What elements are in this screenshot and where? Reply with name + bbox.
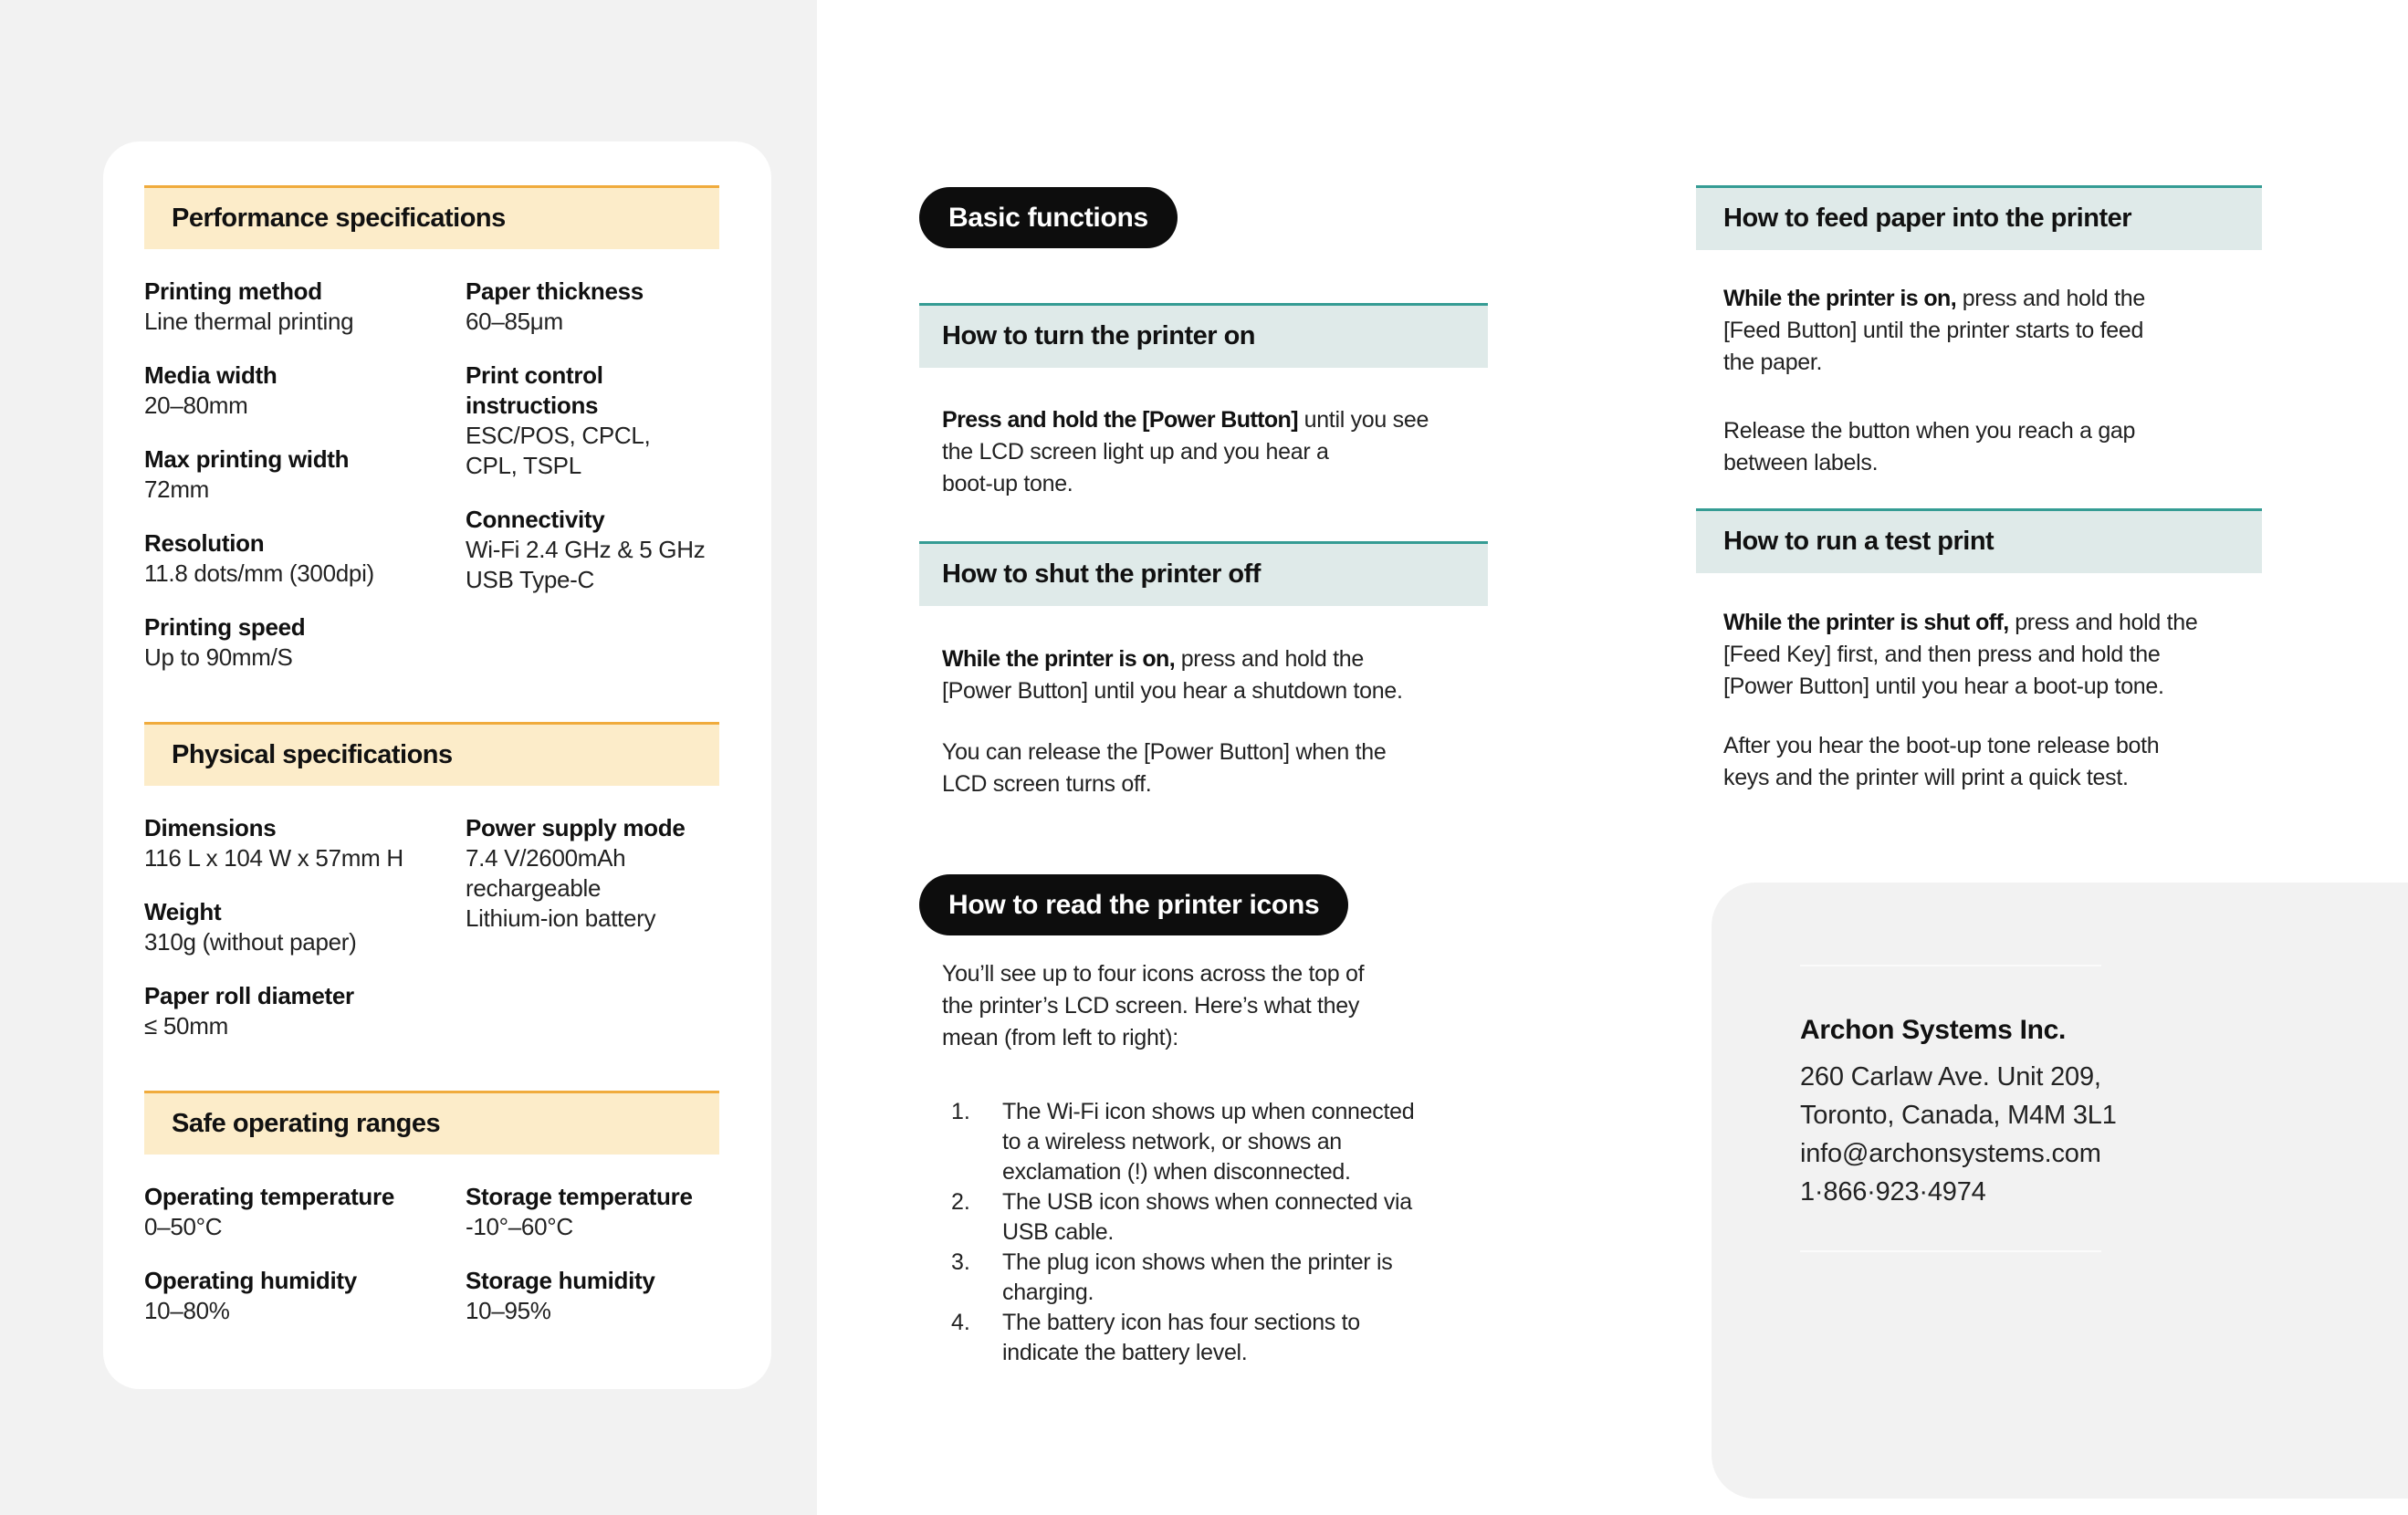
spec-row: [466, 277, 710, 337]
spec-row: [144, 813, 466, 873]
test-print-paragraph-1: [1723, 607, 2198, 703]
spec-row: [144, 612, 466, 673]
list-item-number: 1.: [951, 1099, 970, 1124]
spec-value: 20–80mm: [144, 392, 248, 419]
test-print-paragraph-2: [1723, 730, 2159, 794]
spec-row: [144, 444, 466, 505]
performance-specifications-heading: Performance specifications: [144, 185, 719, 249]
specifications-card: [103, 141, 771, 1389]
spec-label: Dimensions: [144, 814, 277, 841]
paragraph-line: While the printer is shut off, press and hold the: [1723, 610, 2198, 635]
spec-value: 11.8 dots/mm (300dpi): [144, 559, 374, 587]
spec-label: Printing method: [144, 277, 322, 305]
spec-value: 7.4 V/2600mAh: [466, 844, 626, 872]
spec-row: [466, 1182, 710, 1242]
basic-functions-pill: Basic functions: [919, 187, 1178, 248]
how-to-shut-off-heading: How to shut the printer off: [919, 541, 1488, 606]
paragraph-line: between labels.: [1723, 450, 1879, 475]
paragraph-line: Press and hold the [Power Button] until you see: [942, 407, 1429, 433]
paragraph-line: [Power Button] until you hear a boot-up tone.: [1723, 674, 2164, 699]
list-item-text: The USB icon shows when connected via USB cable.: [1002, 1189, 1412, 1245]
paragraph-line: [Power Button] until you hear a shutdown tone.: [942, 678, 1403, 704]
safe-ranges-columns: [144, 1182, 719, 1350]
list-item-number: 2.: [951, 1189, 970, 1215]
shut-off-paragraph-2: [942, 737, 1387, 800]
paragraph-line: the LCD screen light up and you hear a: [942, 439, 1329, 465]
company-address-line: Toronto, Canada, M4M 3L1: [1800, 1101, 2117, 1130]
spec-row: [144, 277, 466, 337]
how-to-feed-paper-heading: How to feed paper into the printer: [1696, 185, 2262, 250]
paragraph-line: LCD screen turns off.: [942, 771, 1152, 797]
spec-value: 10–80%: [144, 1297, 230, 1324]
paragraph-line: While the printer is on, press and hold the: [942, 646, 1365, 672]
shut-off-paragraph-1: [942, 643, 1403, 707]
spec-row: [144, 981, 466, 1041]
spec-value: ESC/POS, CPCL,: [466, 422, 651, 449]
physical-specifications-heading: Physical specifications: [144, 722, 719, 786]
list-item: [951, 1097, 1414, 1187]
contact-top-divider: [1800, 965, 2101, 966]
paragraph-line: [Feed Key] first, and then press and hold the: [1723, 642, 2161, 667]
spec-value: -10°–60°C: [466, 1213, 573, 1240]
spec-value: 116 L x 104 W x 57mm H: [144, 844, 403, 872]
physical-columns: [144, 813, 719, 1065]
spec-row: [466, 505, 710, 595]
spec-label: Power supply mode: [466, 814, 686, 841]
company-address-line: 260 Carlaw Ave. Unit 209,: [1800, 1062, 2101, 1092]
paragraph-line: Release the button when you reach a gap: [1723, 418, 2136, 444]
paragraph-line: keys and the printer will print a quick test.: [1723, 765, 2129, 790]
spec-value: Line thermal printing: [144, 308, 354, 335]
contact-bottom-divider: [1800, 1250, 2101, 1252]
performance-column-2: [466, 277, 710, 696]
spec-row: [144, 1266, 466, 1326]
list-item-text: The plug icon shows when the printer is charging.: [1002, 1249, 1393, 1305]
turn-on-paragraph: [942, 404, 1429, 500]
paragraph-line: After you hear the boot-up tone release both: [1723, 733, 2160, 758]
spec-value: Up to 90mm/S: [144, 643, 293, 671]
spec-value: 60–85μm: [466, 308, 563, 335]
spec-value: 310g (without paper): [144, 928, 357, 956]
paragraph-line: the printer’s LCD screen. Here’s what they: [942, 993, 1360, 1019]
list-item: [951, 1187, 1414, 1248]
physical-column-1: [144, 813, 466, 1065]
feed-paper-paragraph-2: [1723, 415, 2135, 479]
spec-label: Printing speed: [144, 613, 306, 641]
spec-label: Connectivity: [466, 506, 605, 533]
spec-label: Media width: [144, 361, 277, 389]
spec-label: Print control instructions: [466, 361, 603, 419]
safe-ranges-column-2: [466, 1182, 710, 1350]
spec-row: [466, 360, 710, 481]
spec-value: Wi-Fi 2.4 GHz & 5 GHz: [466, 536, 706, 563]
paragraph-line: [Feed Button] until the printer starts to feed: [1723, 318, 2144, 343]
spec-value: rechargeable: [466, 874, 602, 902]
list-item: [951, 1308, 1414, 1368]
safe-ranges-column-1: [144, 1182, 466, 1350]
section-performance-specifications: [144, 185, 719, 696]
printer-icons-list: [951, 1097, 1414, 1368]
spec-row: [144, 897, 466, 957]
spec-label: Operating humidity: [144, 1267, 357, 1294]
company-name: Archon Systems Inc.: [1800, 1015, 2067, 1045]
list-item-text: The Wi-Fi icon shows up when connected to a wireless network, or shows an exclamation (!) when disconnected.: [1002, 1099, 1415, 1185]
contact-card: [1712, 883, 2408, 1499]
spec-row: [144, 528, 466, 589]
spec-label: Weight: [144, 898, 222, 925]
how-to-run-test-print-heading: How to run a test print: [1696, 508, 2262, 573]
printer-icons-pill: How to read the printer icons: [919, 874, 1348, 935]
list-item: [951, 1248, 1414, 1308]
feed-paper-paragraph-1: [1723, 283, 2145, 379]
list-item-number: 3.: [951, 1249, 970, 1275]
spec-label: Storage humidity: [466, 1267, 655, 1294]
company-phone: 1·866·923·4974: [1800, 1177, 1986, 1207]
contact-info: [1800, 1010, 2117, 1211]
paragraph-line: mean (from left to right):: [942, 1025, 1178, 1050]
spec-value: USB Type-C: [466, 566, 595, 593]
printer-icons-intro: [942, 958, 1364, 1054]
spec-row: [144, 360, 466, 421]
spec-value: Lithium-ion battery: [466, 904, 656, 932]
physical-column-2: [466, 813, 710, 1065]
spec-value: 10–95%: [466, 1297, 551, 1324]
spec-row: [466, 1266, 710, 1326]
spec-label: Paper roll diameter: [144, 982, 354, 1009]
spec-value: CPL, TSPL: [466, 452, 581, 479]
list-item-number: 4.: [951, 1310, 970, 1335]
how-to-turn-on-heading: How to turn the printer on: [919, 303, 1488, 368]
spec-label: Resolution: [144, 529, 265, 557]
spec-row: [144, 1182, 466, 1242]
paragraph-line: boot-up tone.: [942, 471, 1073, 496]
paragraph-line: the paper.: [1723, 350, 1823, 375]
performance-column-1: [144, 277, 466, 696]
spec-label: Max printing width: [144, 445, 350, 473]
safe-operating-ranges-heading: Safe operating ranges: [144, 1091, 719, 1155]
list-item-text: The battery icon has four sections to indicate the battery level.: [1002, 1310, 1360, 1365]
spec-label: Operating temperature: [144, 1183, 394, 1210]
spec-label: Paper thickness: [466, 277, 644, 305]
paragraph-line: While the printer is on, press and hold the: [1723, 286, 2146, 311]
section-safe-operating-ranges: [144, 1091, 719, 1350]
spec-value: ≤ 50mm: [144, 1012, 228, 1040]
spec-label: Storage temperature: [466, 1183, 693, 1210]
paragraph-line: You can release the [Power Button] when the: [942, 739, 1387, 765]
paragraph-line: You’ll see up to four icons across the top of: [942, 961, 1365, 987]
spec-row: [466, 813, 710, 934]
spec-value: 0–50°C: [144, 1213, 223, 1240]
performance-columns: [144, 277, 719, 696]
section-physical-specifications: [144, 722, 719, 1065]
spec-value: 72mm: [144, 475, 210, 503]
company-email: info@archonsystems.com: [1800, 1139, 2101, 1168]
